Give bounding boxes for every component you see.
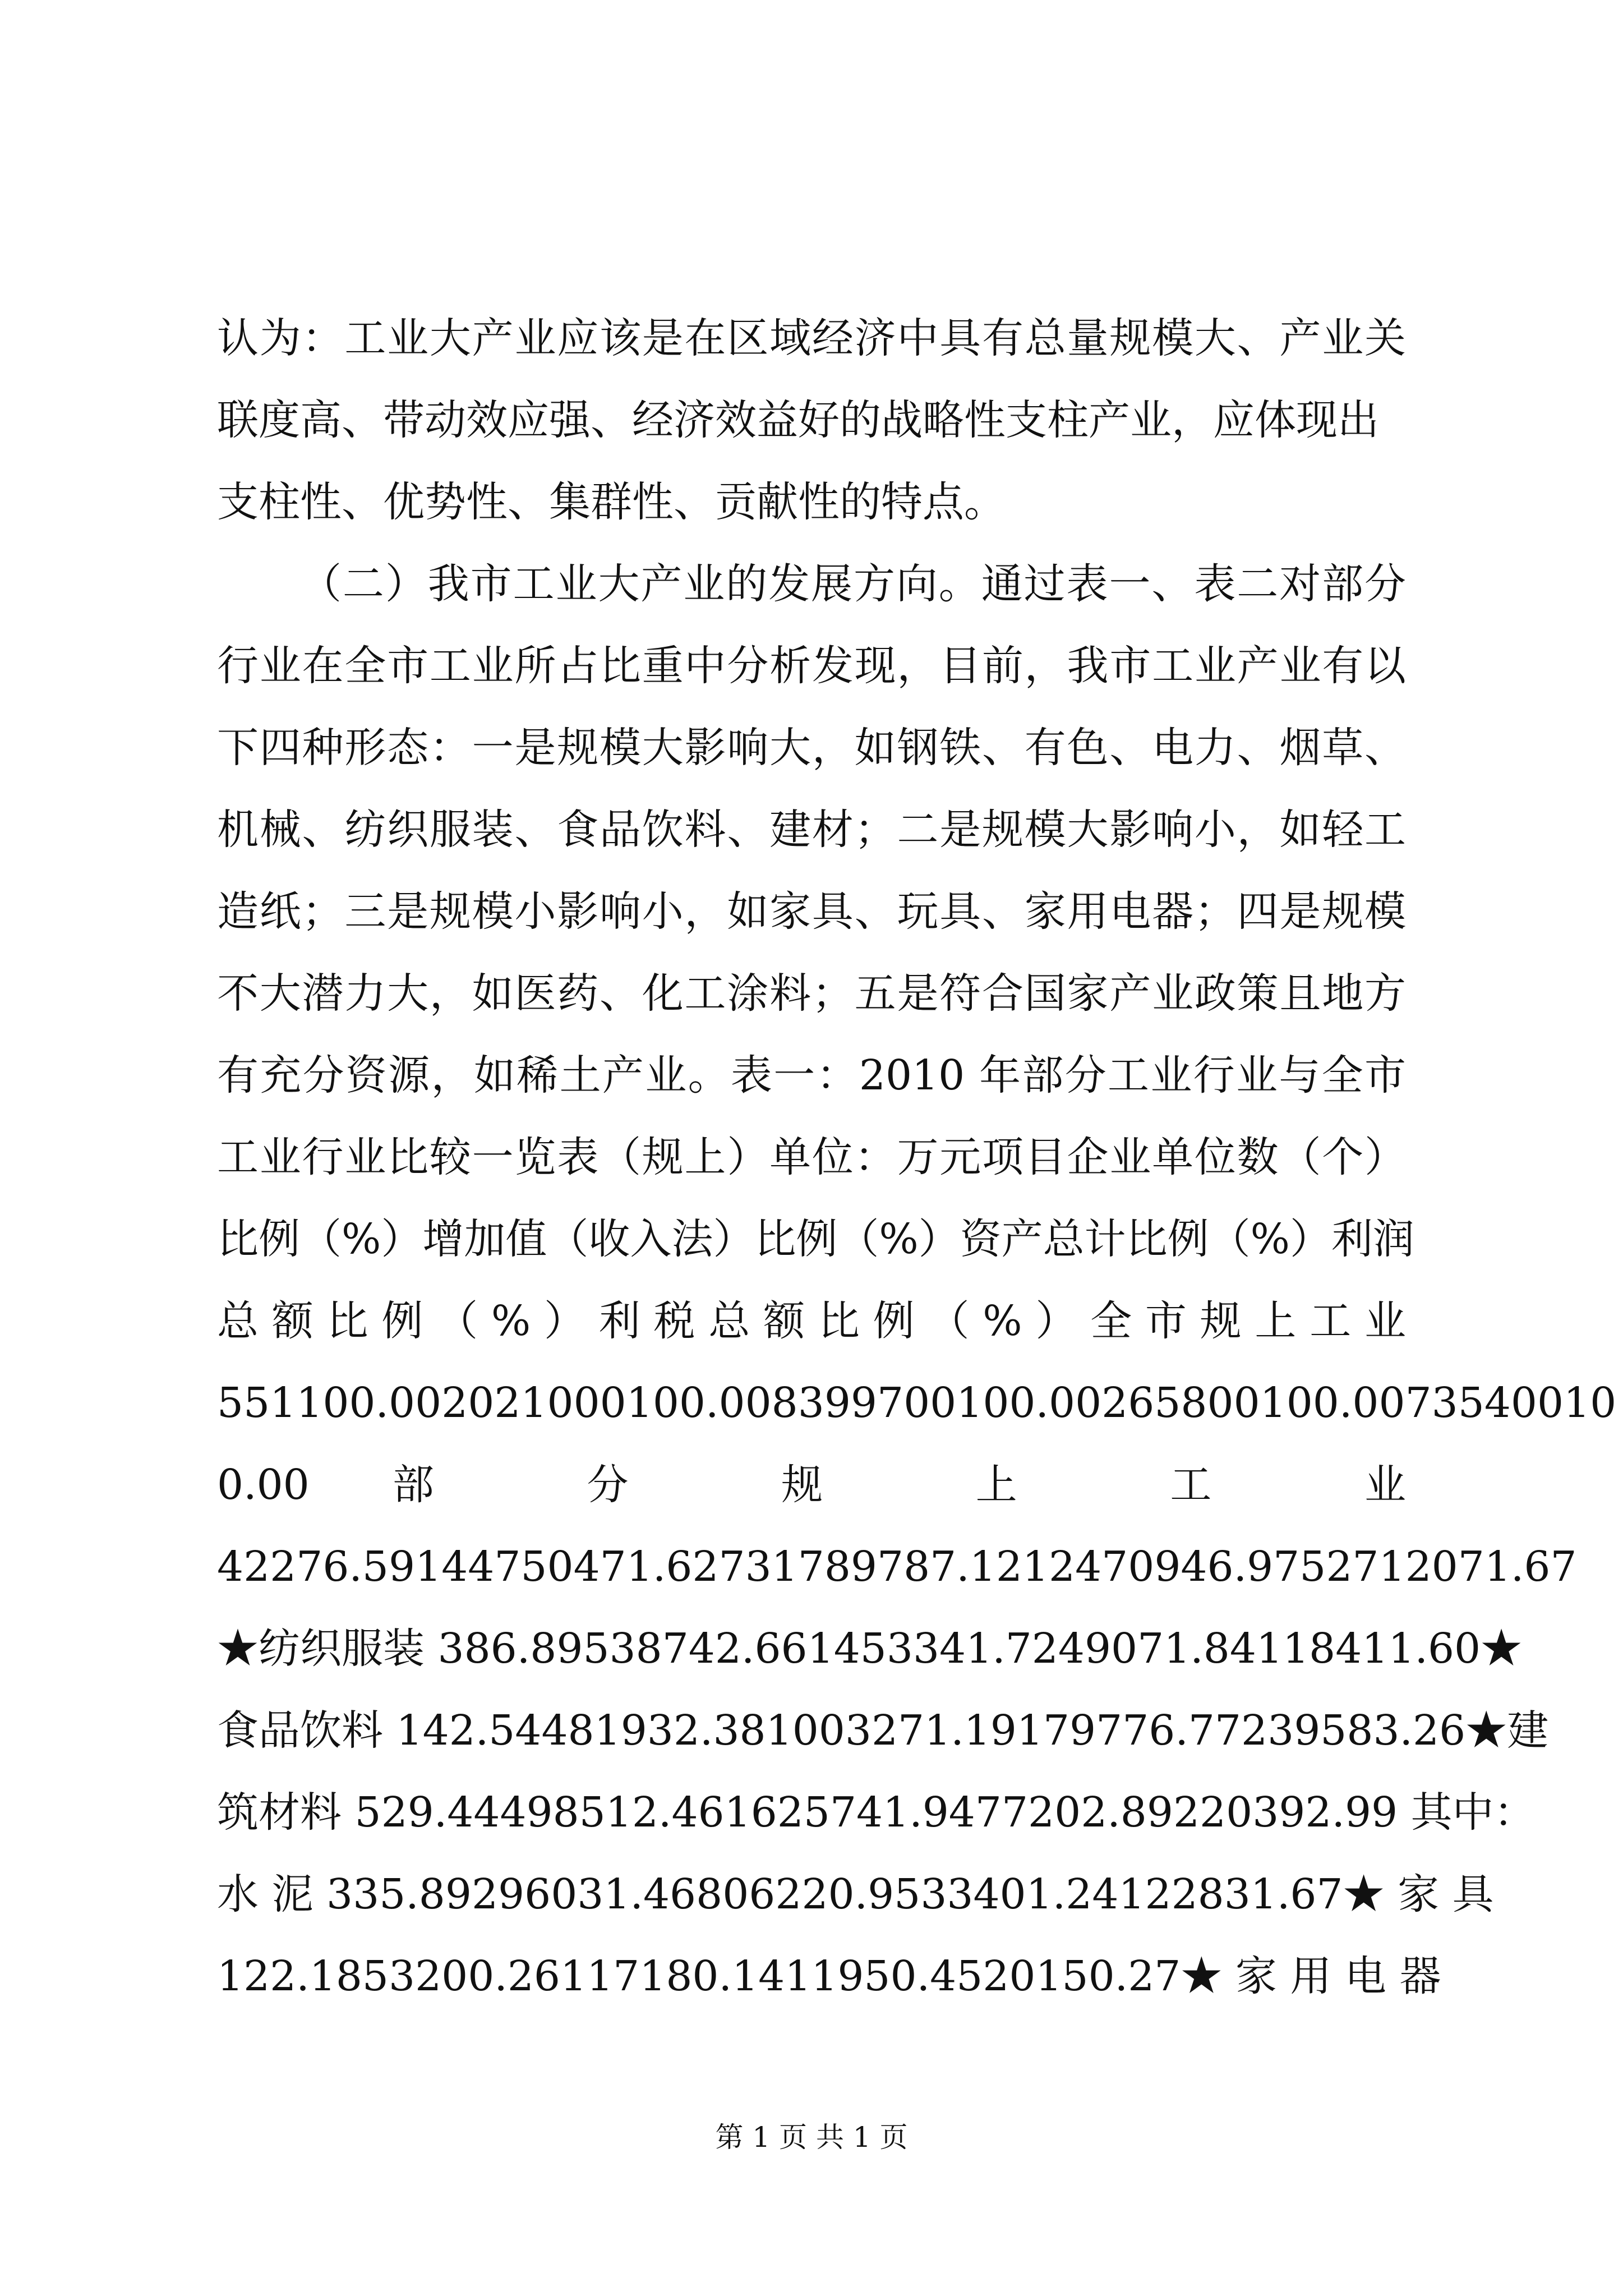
page-number-footer: 第 1 页 共 1 页 — [715, 2121, 908, 2154]
text-line-1: 认为：工业大产业应该是在区域经济中具有总量规模大、产业关 — [217, 314, 1406, 362]
text-line-4: （二）我市工业大产业的发展方向。通过表一、表二对部分 — [300, 560, 1406, 608]
text-line-17: ★纺织服装 386.89538742.661453341.7249071.84118411.60★ — [217, 1625, 1523, 1673]
text-line-8: 造纸；三是规模小影响小，如家具、玩具、家用电器；四是规模 — [217, 887, 1406, 936]
text-line-12: 比例（%）增加值（收入法）比例（%）资产总计比例（%）利润 — [217, 1215, 1414, 1263]
text-line-9: 不大潜力大，如医药、化工涂料；五是符合国家产业政策且地方 — [217, 969, 1406, 1018]
text-line-13: 总额比例（%）利税总额比例（%）全市规上工业 — [217, 1297, 1406, 1345]
text-line-20: 水 泥 335.89296031.46806220.9533401.24122831.67★ 家 具 — [217, 1870, 1494, 1918]
text-line-7: 机械、纺织服装、食品饮料、建材；二是规模大影响小，如轻工 — [217, 806, 1406, 854]
text-line-21: 122.1853200.26117180.1411950.4520150.27★ 家 用 电 器 — [217, 1952, 1441, 2000]
text-line-16: 42276.59144750471.62731789787.1212470946.9752712071.67 — [217, 1543, 1577, 1591]
text-line-11: 工业行业比较一览表（规上）单位：万元项目企业单位数（个） — [217, 1133, 1406, 1181]
text-line-15: 0.00 部 分 规 上 工 业 — [217, 1461, 1406, 1509]
text-line-19: 筑材料 529.44498512.461625741.9477202.89220392.99 其中： — [217, 1788, 1536, 1837]
text-line-10: 有充分资源，如稀土产业。表一：2010 年部分工业行业与全市 — [217, 1051, 1406, 1099]
text-line-2: 联度高、带动效应强、经济效益好的战略性支柱产业，应体现出 — [217, 396, 1379, 444]
text-line-5: 行业在全市工业所占比重中分析发现，目前，我市工业产业有以 — [217, 642, 1406, 690]
text-line-14: 551100.002021000100.008399700100.00265800100.0073540010 — [217, 1379, 1617, 1427]
text-line-18: 食品饮料 142.54481932.381003271.19179776.77239583.26★建 — [217, 1706, 1549, 1755]
text-line-3: 支柱性、优势性、集群性、贡献性的特点。 — [217, 478, 1006, 526]
text-line-6: 下四种形态：一是规模大影响大，如钢铁、有色、电力、烟草、 — [217, 724, 1406, 772]
